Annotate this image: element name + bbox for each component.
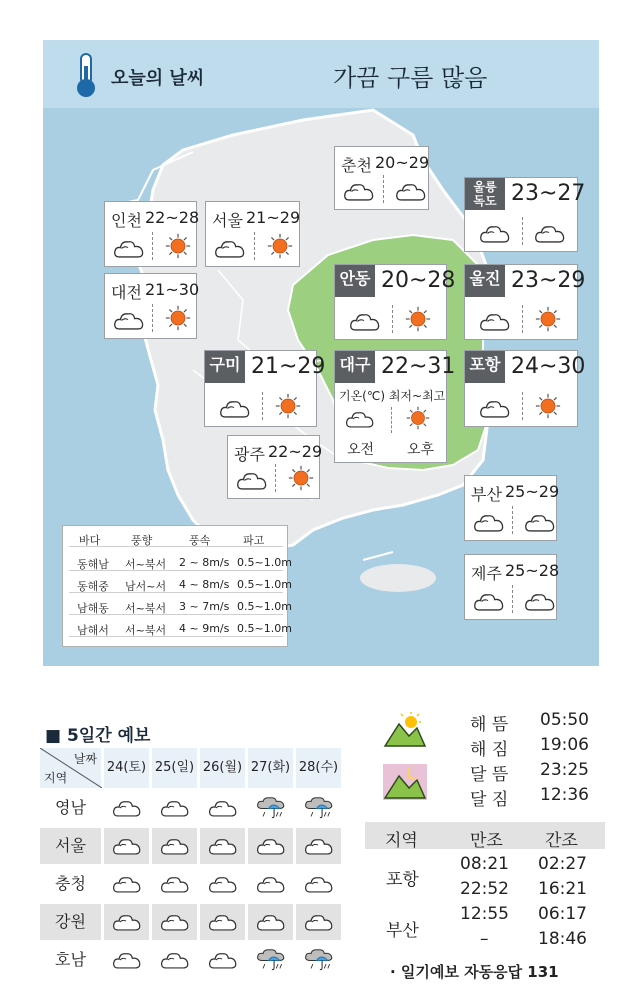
cloud-icon xyxy=(236,470,268,495)
sun-icon xyxy=(274,392,302,424)
forecast-cell xyxy=(296,790,342,826)
sea-cell: 서~북서 xyxy=(125,602,167,615)
city-name: 대전 xyxy=(111,283,142,302)
forecast-cell xyxy=(200,790,246,826)
moonrise-moonset-icon xyxy=(383,764,427,800)
card-divider xyxy=(512,585,513,613)
header-bar xyxy=(43,40,599,108)
city-card-chuncheon xyxy=(334,146,429,210)
forecast-day-header: 24(토) xyxy=(104,748,150,788)
forecast-cell xyxy=(152,790,198,826)
sunrise-label: 해 뜸 xyxy=(470,715,509,735)
rain-umbrella-icon xyxy=(304,796,334,825)
forecast-cell xyxy=(296,828,342,864)
tide-low-4: 18:46 xyxy=(538,929,587,949)
card-divider xyxy=(391,407,392,433)
cloud-icon xyxy=(256,836,286,860)
sea-cell: 0.5~1.0m xyxy=(237,578,292,591)
forecast-title: ■ 5일간 예보 xyxy=(45,726,151,746)
sea-cell: 0.5~1.0m xyxy=(237,600,292,613)
cloud-icon xyxy=(343,181,375,206)
cloud-icon xyxy=(160,950,190,974)
forecast-region-label: 호남 xyxy=(40,942,102,978)
app-title: 오늘의 날씨 xyxy=(111,68,205,89)
legend-am: 오전 xyxy=(347,442,375,458)
sun-icon xyxy=(287,464,315,496)
city-name-badge: 대구 xyxy=(335,351,375,383)
cloud-icon xyxy=(113,238,145,263)
sun-icon xyxy=(164,304,192,336)
forecast-cell xyxy=(104,904,150,940)
card-divider xyxy=(522,305,523,333)
sun-icon xyxy=(164,232,192,264)
forecast-cell xyxy=(104,790,150,826)
city-card-gwangju xyxy=(227,435,323,499)
tide-low-2: 16:21 xyxy=(538,879,587,899)
sea-cell: 2 ~ 8m/s xyxy=(179,556,230,569)
sea-cell: 0.5~1.0m xyxy=(237,622,292,635)
city-card-busan xyxy=(464,475,560,541)
cloud-icon xyxy=(524,512,556,537)
card-divider xyxy=(275,464,276,492)
card-divider xyxy=(262,392,263,420)
moonrise-label: 달 뜸 xyxy=(470,765,509,785)
sun-icon xyxy=(534,392,562,424)
city-temp: 23~27 xyxy=(511,181,586,206)
cloud-icon xyxy=(349,311,381,336)
moonset-time: 12:36 xyxy=(540,785,589,805)
tide-region-pohang: 포항 xyxy=(386,870,419,890)
weather-summary: 가끔 구름 많음 xyxy=(333,64,488,92)
cloud-icon xyxy=(214,238,246,263)
forecast-cell xyxy=(152,866,198,902)
city-temp: 22~28 xyxy=(145,208,200,227)
city-card-incheon xyxy=(104,201,200,267)
city-temp: 25~29 xyxy=(505,482,560,501)
forecast-cell xyxy=(200,828,246,864)
sea-table-row xyxy=(69,554,292,571)
city-name-badge: 울릉 독도 xyxy=(465,178,505,210)
cloud-icon xyxy=(208,950,238,974)
city-temp: 22~29 xyxy=(268,442,323,461)
cloud-icon xyxy=(160,836,190,860)
forecast-cell xyxy=(248,790,294,826)
city-card-daegu xyxy=(334,350,456,463)
sea-cell: 남해동 xyxy=(77,602,109,615)
forecast-region-label: 충청 xyxy=(40,866,102,902)
sea-table-row xyxy=(69,598,292,615)
cloud-icon xyxy=(112,912,142,936)
card-divider xyxy=(522,217,523,245)
card-divider xyxy=(512,506,513,534)
forecast-cell xyxy=(104,866,150,902)
sea-header-wave: 파고 xyxy=(243,534,265,547)
city-name-badge: 포항 xyxy=(465,351,505,383)
city-name: 부산 xyxy=(471,485,502,504)
forecast-cell xyxy=(248,942,294,978)
city-name: 광주 xyxy=(234,445,265,464)
cloud-icon xyxy=(112,950,142,974)
city-temp: 21~29 xyxy=(251,354,326,379)
city-card-seoul xyxy=(205,201,300,267)
cloud-icon xyxy=(479,223,511,248)
city-card-daejeon xyxy=(104,273,200,339)
forecast-corner-cell xyxy=(40,748,102,788)
cloud-icon xyxy=(304,836,334,860)
sea-cell: 서~북서 xyxy=(125,558,167,571)
city-name-badge: 울진 xyxy=(465,265,505,297)
city-temp: 21~29 xyxy=(246,208,301,227)
forecast-cell xyxy=(296,942,342,978)
cloud-icon xyxy=(160,874,190,898)
cloud-icon xyxy=(208,798,238,822)
tide-region-busan: 부산 xyxy=(386,921,419,941)
forecast-cell xyxy=(152,942,198,978)
forecast-cell xyxy=(248,866,294,902)
card-divider xyxy=(383,175,384,203)
tide-low-1: 02:27 xyxy=(538,854,587,874)
corner-date-label: 날짜 xyxy=(73,752,97,766)
sunset-label: 해 짐 xyxy=(470,740,509,760)
cloud-icon xyxy=(113,310,145,335)
tide-high-4: – xyxy=(480,929,489,949)
cloud-icon xyxy=(479,398,511,423)
sea-header-direction: 풍향 xyxy=(131,534,153,547)
city-temp: 21~30 xyxy=(145,280,200,299)
city-temp: 20~28 xyxy=(381,268,456,293)
forecast-cell xyxy=(200,904,246,940)
corner-region-label: 지역 xyxy=(44,771,68,785)
cloud-icon xyxy=(208,912,238,936)
forecast-day-header: 28(수) xyxy=(296,748,342,788)
sunrise-sunset-icon xyxy=(383,712,427,748)
cloud-icon xyxy=(219,398,251,423)
tide-header-high: 만조 xyxy=(470,831,503,851)
cloud-icon xyxy=(112,874,142,898)
sea-cell: 3 ~ 7m/s xyxy=(179,600,230,613)
city-name: 서울 xyxy=(212,211,243,230)
sea-cell: 0.5~1.0m xyxy=(237,556,292,569)
sea-cell: 4 ~ 8m/s xyxy=(179,578,230,591)
forecast-cell xyxy=(152,904,198,940)
legend-label: 기온(℃) 최저~최고 xyxy=(339,389,446,403)
moonset-label: 달 짐 xyxy=(470,790,509,810)
forecast-cell xyxy=(296,866,342,902)
sun-icon xyxy=(534,305,562,337)
forecast-cell xyxy=(248,828,294,864)
sea-table-row xyxy=(69,620,292,637)
ars-phone-info: · 일기예보 자동응답 131 xyxy=(390,963,559,981)
city-name-badge: 구미 xyxy=(205,351,245,383)
city-temp: 25~28 xyxy=(505,561,560,580)
cloud-icon xyxy=(304,912,334,936)
sea-table-row xyxy=(69,576,292,593)
cloud-icon xyxy=(208,836,238,860)
city-name: 춘천 xyxy=(341,156,372,175)
forecast-cell xyxy=(296,904,342,940)
card-divider xyxy=(254,232,255,260)
forecast-region-label: 강원 xyxy=(40,904,102,940)
forecast-region-label: 영남 xyxy=(40,790,102,826)
card-divider xyxy=(152,304,153,332)
city-card-uljin xyxy=(464,264,586,340)
cloud-icon xyxy=(304,874,334,898)
rain-umbrella-icon xyxy=(256,796,286,825)
card-divider xyxy=(392,305,393,333)
sun-icon xyxy=(404,305,432,337)
sunset-time: 19:06 xyxy=(540,735,589,755)
cloud-icon xyxy=(473,591,505,616)
cloud-icon xyxy=(395,181,427,206)
city-card-ulleung xyxy=(464,177,586,252)
tide-header-region: 지역 xyxy=(385,831,418,851)
cloud-icon xyxy=(534,223,566,248)
forecast-day-header: 25(일) xyxy=(152,748,198,788)
city-card-jeju xyxy=(464,554,560,620)
forecast-cell xyxy=(104,828,150,864)
tide-high-1: 08:21 xyxy=(460,854,509,874)
city-name-badge: 안동 xyxy=(335,265,375,297)
sea-table xyxy=(62,525,292,647)
city-temp: 24~30 xyxy=(511,354,586,379)
cloud-icon xyxy=(256,912,286,936)
sun-icon xyxy=(405,405,431,435)
card-divider xyxy=(522,392,523,420)
sea-cell: 동해남 xyxy=(77,558,109,571)
rain-umbrella-icon xyxy=(256,948,286,977)
cloud-icon xyxy=(524,591,556,616)
sunrise-time: 05:50 xyxy=(540,710,589,730)
cloud-icon xyxy=(112,798,142,822)
forecast-cell xyxy=(200,866,246,902)
cloud-icon xyxy=(208,874,238,898)
sun-icon xyxy=(266,232,294,264)
cloud-icon xyxy=(160,912,190,936)
card-divider xyxy=(152,232,153,260)
thermometer-icon xyxy=(73,52,99,98)
cloud-icon xyxy=(345,409,375,433)
forecast-cell xyxy=(248,904,294,940)
sea-cell: 남서~서 xyxy=(125,580,167,593)
city-card-pohang xyxy=(464,350,586,427)
cloud-icon xyxy=(112,836,142,860)
forecast-cell xyxy=(104,942,150,978)
tide-high-3: 12:55 xyxy=(460,904,509,924)
forecast-region-label: 서울 xyxy=(40,828,102,864)
rain-umbrella-icon xyxy=(304,948,334,977)
city-name: 제주 xyxy=(471,564,502,583)
cloud-icon xyxy=(256,874,286,898)
city-card-andong xyxy=(334,264,456,340)
sea-cell: 동해중 xyxy=(77,580,109,593)
tide-low-3: 06:17 xyxy=(538,904,587,924)
forecast-cell xyxy=(152,828,198,864)
city-temp: 20~29 xyxy=(375,153,430,172)
city-name: 인천 xyxy=(111,211,142,230)
forecast-cell xyxy=(200,942,246,978)
moonrise-time: 23:25 xyxy=(540,760,589,780)
cloud-icon xyxy=(473,512,505,537)
tide-header-low: 간조 xyxy=(545,831,578,851)
sea-cell: 서~북서 xyxy=(125,624,167,637)
tide-high-2: 22:52 xyxy=(460,879,509,899)
sea-header-speed: 풍속 xyxy=(189,534,211,547)
cloud-icon xyxy=(479,311,511,336)
sea-header-area: 바다 xyxy=(79,534,101,547)
sea-table-header xyxy=(69,530,283,547)
forecast-day-header: 26(월) xyxy=(200,748,246,788)
legend-pm: 오후 xyxy=(407,442,435,458)
city-temp: 22~31 xyxy=(381,354,456,379)
cloud-icon xyxy=(160,798,190,822)
city-temp: 23~29 xyxy=(511,268,586,293)
sea-cell: 4 ~ 9m/s xyxy=(179,622,230,635)
city-card-gumi xyxy=(204,350,326,427)
sea-cell: 남해서 xyxy=(77,624,109,637)
forecast-day-header: 27(화) xyxy=(248,748,294,788)
